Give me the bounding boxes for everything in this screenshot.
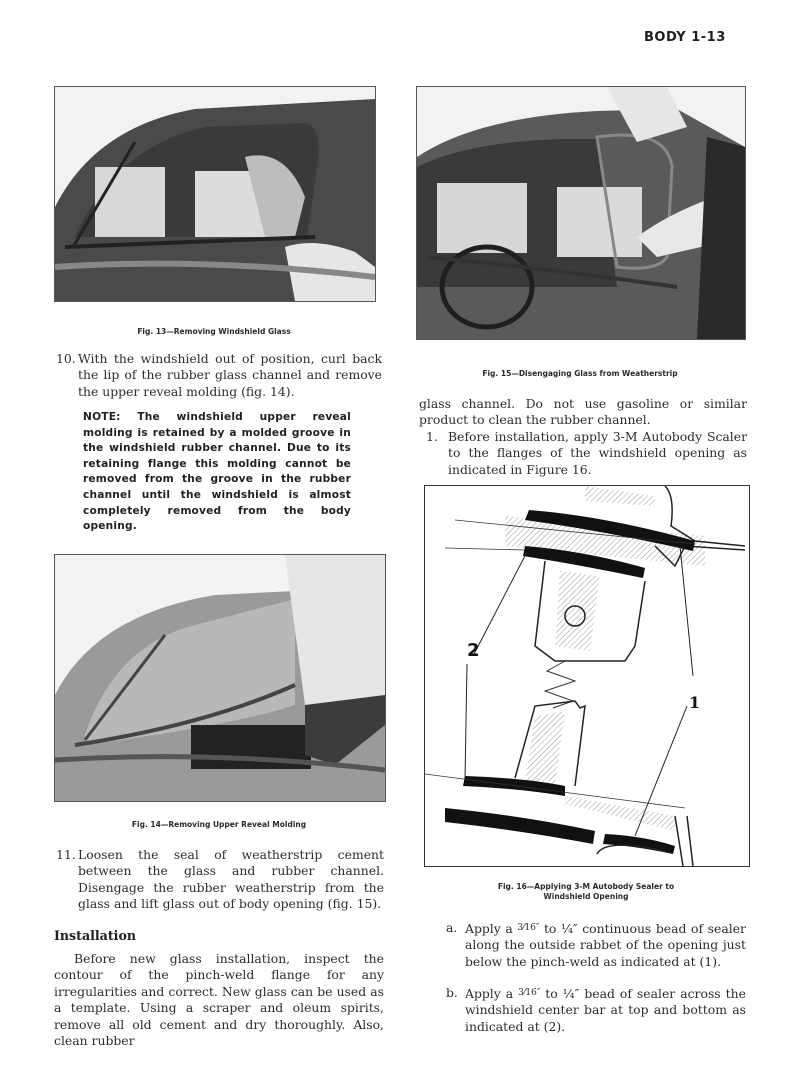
step-b-label: b. [446,985,458,1000]
step-11 [56,847,384,913]
page-header: BODY 1-13 [644,30,726,45]
step-b-text: bead of sealer across the windshield center bar at top and bottom as indicated at (2). [465,986,746,1034]
step-1 [426,429,747,478]
fig13-photo [54,86,376,302]
step-b-pre: Apply a [465,986,514,1001]
fig16-caption-line1: Fig. 16—Applying 3-M Autobody Sealer to [497,882,675,891]
step-11-text: Loosen the seal of weatherstrip cement between the glass and rubber channel. Disengage the rubber weatherstrip from the glass and lift glass out of body opening (fig. 15). [78,847,384,912]
fig16-caption [424,882,748,902]
step-11-number: 11. [56,847,76,862]
step-b-mid: to [545,986,558,1001]
step-a-frac2: ¼″ [560,921,578,936]
step-a-text: continuous bead of sealer along the outside rabbet of the opening just below the pinch-weld as indicated at (1). [465,921,746,969]
fig13-caption: Fig. 13—Removing Windshield Glass [137,327,291,336]
fig14-photo [54,554,386,802]
continued-text: glass channel. Do not use gasoline or similar product to clean the rubber channel. [419,396,747,428]
fig16-diagram [424,485,750,867]
step-a-frac1: 3⁄16″ [517,923,540,933]
fig16-caption-line2: Windshield Opening [543,892,629,901]
step-b [446,985,746,1035]
step-10 [56,351,382,400]
step-a-pre: Apply a [465,921,513,936]
step-b-frac1: 3⁄16″ [518,988,541,998]
installation-text: Before new glass installation, inspect the contour of the pinch-weld flange for any irregularities and correct. New glass can be used as a template. Using a scraper and oleum spirits, remove all old cement and dry thoroughly. Also, clean rubber [54,951,384,1049]
step-10-text: With the windshield out of position, curl back the lip of the rubber glass channel and remove the upper reveal molding (fig. 14). [78,351,382,399]
callout-2: 2 [467,640,480,661]
fig14-caption: Fig. 14—Removing Upper Reveal Molding [131,820,307,829]
installation-heading: Installation [54,928,137,943]
note-text: NOTE: The windshield upper reveal molding is retained by a molded groove in the windshield rubber channel. Due to its retaining flange this molding cannot be removed from the groove in the rubber channel until the windshield is almost completely removed from the body opening. [83,411,351,533]
step-1-number: 1. [426,429,438,444]
fig15-photo [416,86,746,340]
step-a-label: a. [446,920,458,935]
step-b-frac2: ¼″ [562,986,580,1001]
callout-1: 1 [689,693,701,712]
step-10-number: 10. [56,351,76,366]
step-a [446,920,746,970]
step-a-mid: to [543,921,557,936]
step-1-text: Before installation, apply 3-M Autobody Scaler to the flanges of the windshield opening as indicated in Figure 16. [448,429,747,477]
fig15-caption: Fig. 15—Disengaging Glass from Weatherstrip [482,369,678,378]
